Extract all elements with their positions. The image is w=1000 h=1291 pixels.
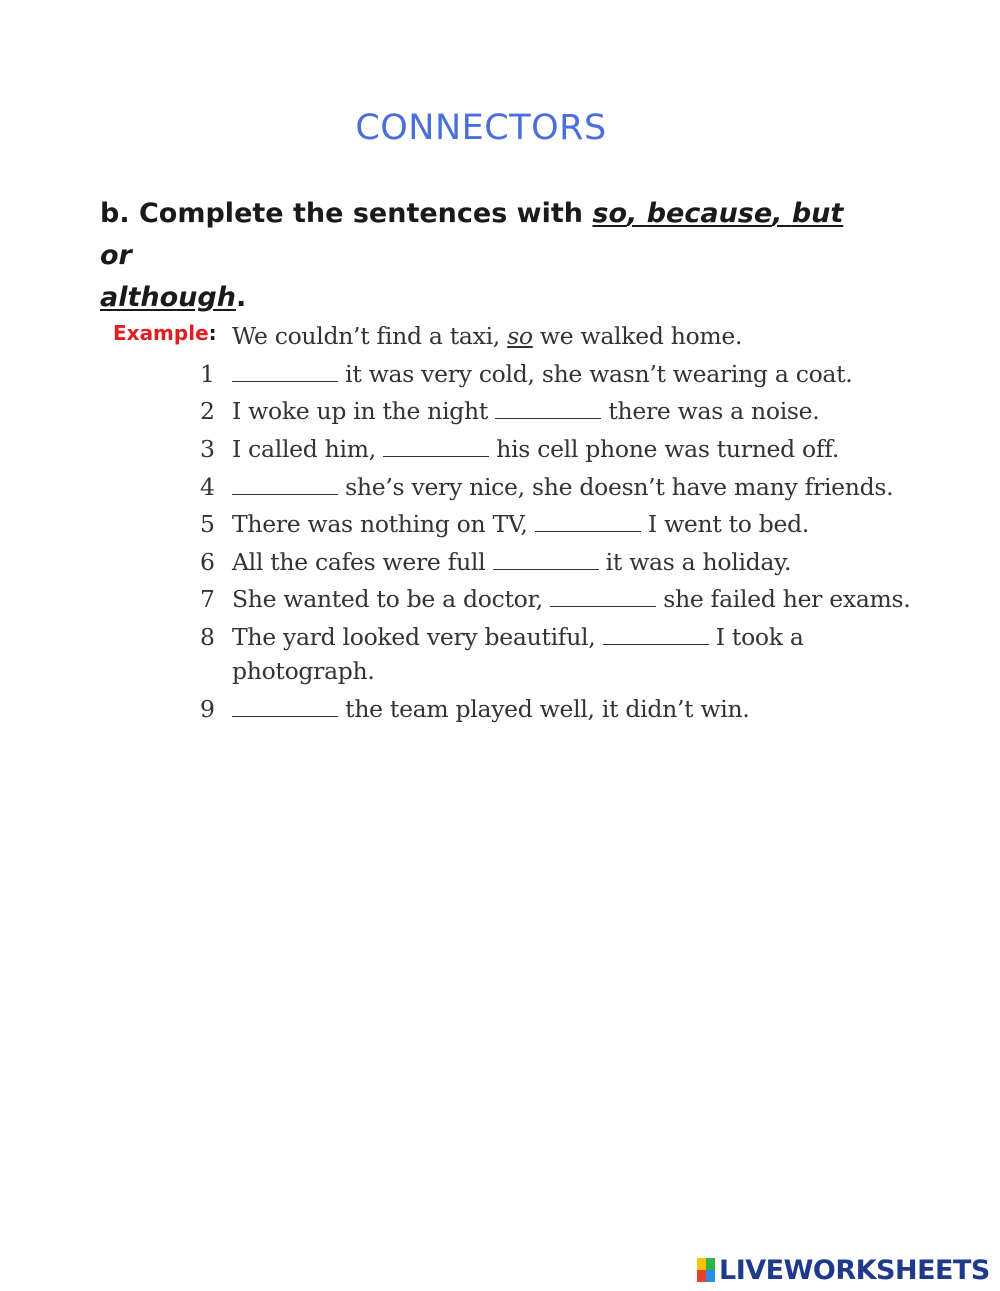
example-after: we walked home. xyxy=(532,322,743,350)
item-text-after: it was very cold, she wasn’t wearing a coat. xyxy=(338,360,853,388)
item-text xyxy=(232,397,819,425)
answer-blank[interactable] xyxy=(493,551,599,570)
example-label xyxy=(113,321,217,345)
keyword-but: but xyxy=(791,198,844,229)
item-text xyxy=(232,510,809,538)
item-text xyxy=(232,585,910,613)
answer-blank[interactable] xyxy=(232,698,338,717)
item-number: 2 xyxy=(200,397,215,425)
instruction-end: . xyxy=(235,282,247,313)
item-number: 7 xyxy=(200,585,215,613)
item-text xyxy=(232,548,791,576)
answer-blank[interactable] xyxy=(603,626,709,645)
item-number: 6 xyxy=(200,548,215,576)
item-text-after: she failed her exams. xyxy=(656,585,911,613)
instruction xyxy=(100,193,880,319)
item-text xyxy=(232,695,750,723)
liveworksheets-logo xyxy=(697,1255,990,1285)
item-number: 3 xyxy=(200,435,215,463)
liveworksheets-logo-icon xyxy=(697,1258,715,1282)
answer-blank[interactable] xyxy=(232,476,338,495)
item-number: 4 xyxy=(200,473,215,501)
separator: , xyxy=(627,198,647,229)
separator: , xyxy=(772,198,792,229)
item-text-after: there was a noise. xyxy=(601,397,820,425)
separator-or: or xyxy=(100,240,132,271)
item-number: 1 xyxy=(200,360,215,388)
item-text-before: There was nothing on TV, xyxy=(232,510,535,538)
item-text-after: I took a xyxy=(708,623,804,651)
item-text-before: She wanted to be a doctor, xyxy=(232,585,551,613)
instruction-prefix: b. Complete the sentences with xyxy=(100,198,593,229)
item-text xyxy=(232,623,804,651)
item-text xyxy=(232,473,893,501)
answer-blank[interactable] xyxy=(535,513,641,532)
logo-text: LIVEWORKSHEETS xyxy=(719,1254,990,1286)
item-number: 8 xyxy=(200,623,215,651)
answer-blank[interactable] xyxy=(550,588,656,607)
item-text-after: she’s very nice, she doesn’t have many friends. xyxy=(338,473,894,501)
item-text-before: The yard looked very beautiful, xyxy=(232,623,603,651)
example-before: We couldn’t find a taxi, xyxy=(232,322,508,350)
page-title: CONNECTORS xyxy=(355,108,607,148)
item-number: 5 xyxy=(200,510,215,538)
item-text-before: I woke up in the night xyxy=(232,397,496,425)
example-answer: so xyxy=(507,322,533,350)
item-number: 9 xyxy=(200,695,215,723)
keyword-because: because xyxy=(646,198,773,229)
item-text-after: his cell phone was turned off. xyxy=(489,435,840,463)
item-text xyxy=(232,657,375,685)
item-text-before: All the cafes were full xyxy=(232,548,493,576)
item-text-before: I called him, xyxy=(232,435,384,463)
answer-blank[interactable] xyxy=(383,438,489,457)
item-text xyxy=(232,360,852,388)
item-text-after: I went to bed. xyxy=(640,510,810,538)
example-label-text: Example xyxy=(113,321,209,345)
example-colon: : xyxy=(208,321,217,345)
example-sentence xyxy=(232,322,742,350)
item-text-before: photograph. xyxy=(232,657,375,685)
answer-blank[interactable] xyxy=(495,400,601,419)
answer-blank[interactable] xyxy=(232,363,338,382)
item-text-after: the team played well, it didn’t win. xyxy=(338,695,750,723)
item-text-after: it was a holiday. xyxy=(598,548,792,576)
keyword-so: so xyxy=(592,198,628,229)
keyword-although: although xyxy=(100,282,236,313)
item-text xyxy=(232,435,839,463)
